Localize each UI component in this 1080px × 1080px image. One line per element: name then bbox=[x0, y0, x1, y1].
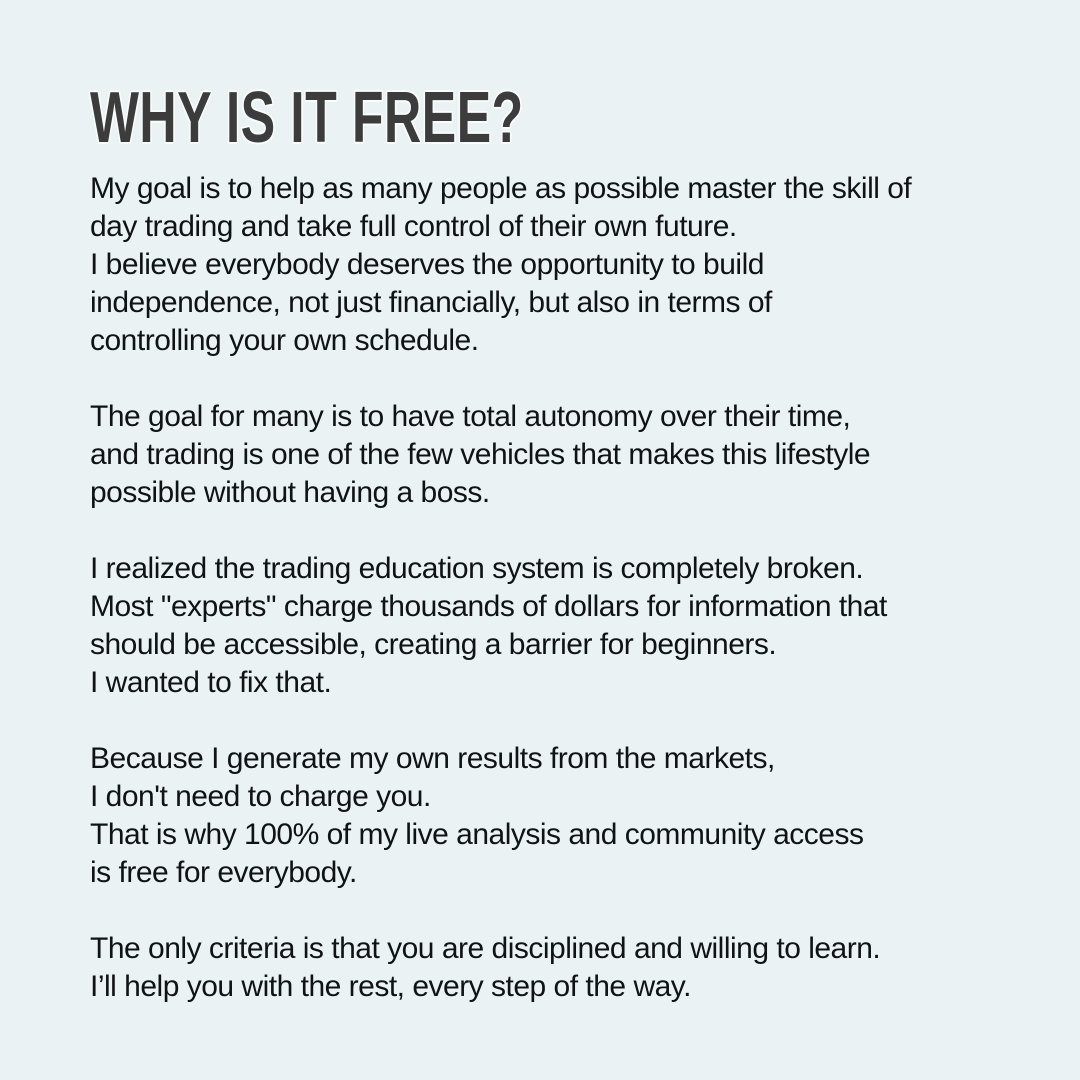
text-line: day trading and take full control of their own future. bbox=[90, 210, 737, 243]
text-line: controlling your own schedule. bbox=[90, 324, 479, 357]
text-line: I don't need to charge you. bbox=[90, 780, 431, 813]
text-line: I wanted to fix that. bbox=[90, 666, 332, 699]
text-line: My goal is to help as many people as possible master the skill of bbox=[90, 172, 912, 205]
text-line: and trading is one of the few vehicles that makes this lifestyle bbox=[90, 438, 871, 471]
text-line: The only criteria is that you are disciplined and willing to learn. bbox=[90, 932, 881, 965]
text-line: The goal for many is to have total autonomy over their time, bbox=[90, 400, 851, 433]
text-line: should be accessible, creating a barrier for beginners. bbox=[90, 628, 777, 661]
text-line: That is why 100% of my live analysis and community access bbox=[90, 818, 864, 851]
text-line: Most "experts" charge thousands of dollars for information that bbox=[90, 590, 887, 623]
page-title: WHY IS IT FREE? bbox=[90, 78, 524, 158]
paragraph-free-access bbox=[90, 740, 1040, 892]
text-line: I’ll help you with the rest, every step of the way. bbox=[90, 970, 691, 1003]
text-line: independence, not just financially, but also in terms of bbox=[90, 286, 772, 319]
text-line: I believe everybody deserves the opportunity to build bbox=[90, 248, 764, 281]
text-line: possible without having a boss. bbox=[90, 476, 490, 509]
text-line: I realized the trading education system is completely broken. bbox=[90, 552, 864, 585]
paragraph-criteria bbox=[90, 930, 1040, 1006]
paragraph-broken-system bbox=[90, 550, 1040, 702]
text-line: Because I generate my own results from the markets, bbox=[90, 742, 775, 775]
text-line: is free for everybody. bbox=[90, 856, 357, 889]
paragraph-autonomy bbox=[90, 398, 1040, 512]
paragraph-goal bbox=[90, 170, 1040, 360]
